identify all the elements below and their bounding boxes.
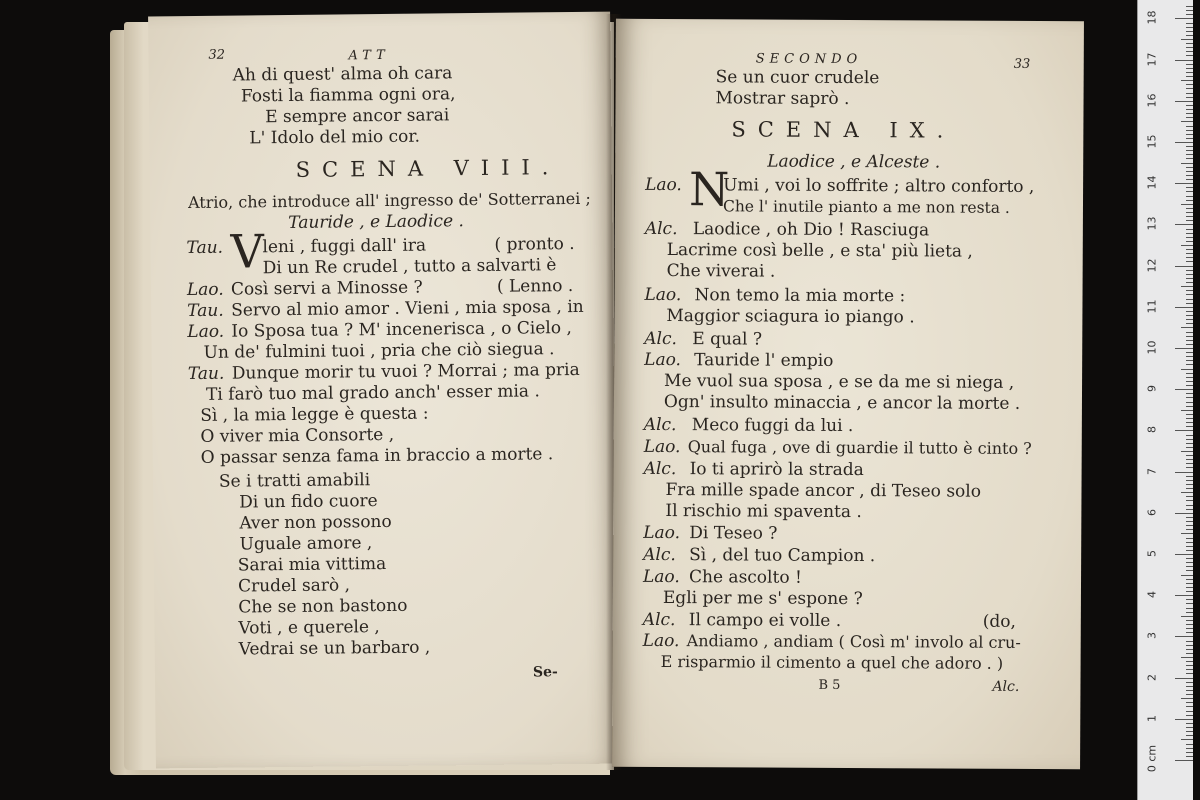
- speaker-label: Tau.: [187, 363, 225, 385]
- aria-line: Vedrai se un barbaro ,: [238, 637, 431, 660]
- ruler-tick: [1186, 525, 1193, 526]
- drop-cap: V: [230, 224, 265, 279]
- ruler-tick: [1181, 657, 1193, 658]
- ruler-tick: [1186, 653, 1193, 654]
- ruler-tick: [1186, 68, 1193, 69]
- ruler-tick: [1175, 430, 1193, 431]
- ruler-tick: [1175, 472, 1193, 473]
- ruler-tick: [1186, 422, 1193, 423]
- ruler-number: 1: [1145, 714, 1159, 722]
- speaker-label: Lao.: [642, 630, 680, 652]
- ruler-tick: [1186, 641, 1193, 642]
- right-page: [612, 19, 1084, 769]
- ruler-tick: [1186, 126, 1193, 127]
- dialogue-line: Sì , la mia legge è questa :: [200, 403, 429, 426]
- ruler-tick: [1186, 542, 1193, 543]
- speaker-label: Lao.: [644, 284, 682, 306]
- ruler-tick: [1186, 352, 1193, 353]
- dialogue-line: Che ascolto !: [688, 567, 802, 588]
- ruler-tick: [1186, 51, 1193, 52]
- dialogue-line: Ti farò tuo mal grado anch' esser mia .: [205, 381, 540, 405]
- dialogue-line: O viver mia Consorte ,: [200, 424, 395, 447]
- ruler-tick: [1186, 84, 1193, 85]
- dialogue-fragment: ( Lenno .: [496, 276, 574, 297]
- ruler-tick: [1186, 744, 1193, 745]
- ruler-tick: [1186, 496, 1193, 497]
- ruler-tick: [1186, 546, 1193, 547]
- dialogue-line: E risparmio il cimento a quel che adoro . ): [660, 652, 1004, 673]
- ruler-tick: [1186, 27, 1193, 28]
- ruler-tick: [1186, 171, 1193, 172]
- ruler-tick: [1186, 439, 1193, 440]
- speaker-label: Tau.: [186, 237, 224, 259]
- ruler-tick: [1186, 237, 1193, 238]
- dialogue-line: Non temo la mia morte :: [694, 285, 906, 307]
- speaker-label: Alc.: [644, 218, 678, 240]
- aria-line: Di un fido cuore: [239, 491, 378, 513]
- ruler-number: 4: [1145, 591, 1159, 599]
- ruler-tick: [1186, 562, 1193, 563]
- ruler-tick: [1186, 632, 1193, 633]
- ruler-tick: [1186, 645, 1193, 646]
- ruler-tick: [1186, 105, 1193, 106]
- speaker-label: Lao.: [643, 522, 681, 544]
- ruler-tick: [1181, 245, 1193, 246]
- dialogue-line: leni , fuggi dall' ira: [262, 235, 427, 258]
- dialogue-line: Il rischio mi spaventa .: [665, 501, 862, 523]
- ruler-tick: [1181, 369, 1193, 370]
- ruler-tick: [1175, 307, 1193, 308]
- ruler-tick: [1175, 183, 1193, 184]
- speaker-label: Alc.: [643, 414, 677, 436]
- dialogue-line: Maggior sciagura io piango .: [666, 306, 915, 328]
- ruler-tick: [1186, 319, 1193, 320]
- ruler-tick: [1175, 636, 1193, 637]
- speaker-label: Alc.: [643, 544, 676, 566]
- running-header: ATT: [348, 47, 390, 64]
- ruler-tick: [1186, 43, 1193, 44]
- ruler-tick: [1186, 509, 1193, 510]
- ruler-tick: [1186, 377, 1193, 378]
- ruler-tick: [1175, 142, 1193, 143]
- ruler-tick: [1186, 55, 1193, 56]
- ruler-tick: [1186, 216, 1193, 217]
- ruler-tick: [1186, 208, 1193, 209]
- ruler-tick: [1186, 270, 1193, 271]
- measurement-ruler: [1137, 0, 1193, 800]
- dialogue-line: Sì , del tuo Campion .: [689, 545, 876, 567]
- ruler-tick: [1186, 706, 1193, 707]
- ruler-number: 10: [1145, 340, 1159, 355]
- ruler-tick: [1186, 620, 1193, 621]
- ruler-tick: [1186, 154, 1193, 155]
- stage-direction: Atrio, che introduce all' ingresso de' Sotterranei ;: [187, 188, 591, 213]
- ruler-tick: [1186, 200, 1193, 201]
- ruler-number: 18: [1145, 10, 1159, 25]
- ruler-tick: [1186, 253, 1193, 254]
- aria-line: Voti , e querele ,: [238, 617, 380, 639]
- dialogue-line: Lacrime così belle , e sta' più lieta ,: [666, 240, 973, 262]
- left-page: [148, 12, 618, 769]
- ruler-tick: [1186, 570, 1193, 571]
- ruler-tick: [1186, 435, 1193, 436]
- dialogue-line: Tauride l' empio: [694, 350, 834, 371]
- speaker-label: Alc.: [642, 609, 676, 631]
- ruler-tick: [1186, 529, 1193, 530]
- page-number: 32: [208, 47, 226, 63]
- speaker-label: Lao.: [187, 321, 225, 343]
- ruler-tick: [1181, 698, 1193, 699]
- ruler-number: 12: [1145, 258, 1159, 273]
- ruler-tick: [1186, 661, 1193, 662]
- speaker-label: Tau.: [187, 300, 224, 322]
- ruler-number: 2: [1145, 673, 1159, 681]
- ruler-tick: [1181, 39, 1193, 40]
- ruler-tick: [1175, 760, 1193, 761]
- verse-line: Fosti la fiamma ogni ora,: [240, 84, 456, 107]
- ruler-tick: [1186, 673, 1193, 674]
- speaker-label: Lao.: [643, 436, 681, 458]
- dialogue-line: Me vuol sua sposa , e se da me si niega ,: [664, 371, 1015, 393]
- dialogue-line: E qual ?: [692, 329, 763, 350]
- ruler-tick: [1186, 702, 1193, 703]
- ruler-tick: [1175, 513, 1193, 514]
- ruler-tick: [1186, 603, 1193, 604]
- ruler-tick: [1186, 566, 1193, 567]
- signature-mark: B 5: [818, 677, 841, 693]
- speaker-label: Lao.: [642, 566, 680, 588]
- dialogue-line: Di Teseo ?: [689, 523, 778, 544]
- ruler-tick: [1186, 282, 1193, 283]
- ruler-tick: [1186, 35, 1193, 36]
- ruler-tick: [1186, 261, 1193, 262]
- ruler-tick: [1175, 266, 1193, 267]
- ruler-tick: [1186, 550, 1193, 551]
- ruler-tick: [1181, 410, 1193, 411]
- dialogue-line: Che viverai .: [666, 261, 776, 282]
- ruler-tick: [1186, 150, 1193, 151]
- ruler-tick: [1186, 138, 1193, 139]
- ruler-tick: [1186, 146, 1193, 147]
- ruler-tick: [1186, 686, 1193, 687]
- ruler-tick: [1186, 538, 1193, 539]
- ruler-number: 8: [1145, 426, 1159, 434]
- ruler-tick: [1186, 459, 1193, 460]
- dialogue-line: Egli per me s' espone ?: [662, 588, 863, 610]
- ruler-tick: [1181, 533, 1193, 534]
- ruler-tick: [1186, 241, 1193, 242]
- ruler-tick: [1186, 93, 1193, 94]
- ruler-tick: [1186, 587, 1193, 588]
- ruler-tick: [1186, 134, 1193, 135]
- dialogue-line: Meco fuggi da lui .: [691, 415, 854, 437]
- ruler-tick: [1186, 467, 1193, 468]
- ruler-tick: [1186, 727, 1193, 728]
- ruler-tick: [1186, 591, 1193, 592]
- ruler-tick: [1186, 167, 1193, 168]
- ruler-tick: [1175, 101, 1193, 102]
- ruler-number: 7: [1145, 467, 1159, 475]
- ruler-tick: [1186, 558, 1193, 559]
- ruler-tick: [1181, 739, 1193, 740]
- speaker-label: Alc.: [643, 458, 677, 480]
- catchword: Alc.: [992, 678, 1020, 695]
- ruler-tick: [1186, 476, 1193, 477]
- ruler-tick: [1186, 463, 1193, 464]
- ruler-tick: [1186, 158, 1193, 159]
- ruler-tick: [1186, 608, 1193, 609]
- verse-line: Ah di quest' alma oh cara: [232, 63, 453, 86]
- ruler-tick: [1186, 665, 1193, 666]
- ruler-tick: [1186, 455, 1193, 456]
- dialogue-line: Così servi a Minosse ?: [230, 277, 423, 300]
- ruler-tick: [1186, 257, 1193, 258]
- dialogue-line: Io ti aprirò la strada: [689, 459, 864, 481]
- dialogue-line: Di un Re crudel , tutto a salvarti è: [262, 255, 557, 279]
- ruler-tick: [1181, 327, 1193, 328]
- speaker-label: Lao.: [186, 279, 224, 301]
- ruler-tick: [1186, 278, 1193, 279]
- ruler-tick: [1186, 6, 1193, 7]
- ruler-tick: [1181, 204, 1193, 205]
- ruler-tick: [1175, 678, 1193, 679]
- ruler-tick: [1186, 690, 1193, 691]
- ruler-number: 16: [1145, 93, 1159, 108]
- ruler-tick: [1186, 484, 1193, 485]
- ruler-tick: [1186, 10, 1193, 11]
- ruler-tick: [1175, 389, 1193, 390]
- ruler-tick: [1186, 179, 1193, 180]
- ruler-tick: [1186, 694, 1193, 695]
- ruler-tick: [1181, 121, 1193, 122]
- ruler-tick: [1186, 117, 1193, 118]
- ruler-tick: [1186, 31, 1193, 32]
- ruler-unit-label: 0 cm: [1145, 744, 1159, 773]
- ruler-tick: [1186, 274, 1193, 275]
- dialogue-line: Servo al mio amor . Vieni , mia sposa , in: [231, 296, 584, 321]
- dialogue-line: Umi , voi lo soffrite ; altro conforto ,: [723, 175, 1035, 197]
- verse-line: E sempre ancor sarai: [265, 105, 450, 128]
- ruler-tick: [1175, 595, 1193, 596]
- ruler-tick: [1175, 348, 1193, 349]
- ruler-tick: [1181, 163, 1193, 164]
- stage-direction: Laodice , e Alceste .: [767, 151, 941, 173]
- ruler-tick: [1186, 381, 1193, 382]
- ruler-tick: [1186, 290, 1193, 291]
- dialogue-line: Ogn' insulto minaccia , e ancor la morte .: [663, 392, 1021, 414]
- ruler-tick: [1186, 299, 1193, 300]
- ruler-tick: [1186, 187, 1193, 188]
- ruler-tick: [1186, 196, 1193, 197]
- ruler-tick: [1186, 294, 1193, 295]
- ruler-tick: [1186, 612, 1193, 613]
- ruler-tick: [1186, 735, 1193, 736]
- dialogue-line: Fra mille spade ancor , di Teseo solo: [665, 480, 982, 502]
- ruler-tick: [1186, 76, 1193, 77]
- dialogue-fragment: ( pronto .: [494, 233, 575, 255]
- ruler-tick: [1186, 418, 1193, 419]
- ruler-tick: [1186, 443, 1193, 444]
- ruler-tick: [1186, 212, 1193, 213]
- aria-line: Uguale amore ,: [239, 533, 373, 555]
- dialogue-line: Che l' inutile pianto a me non resta .: [722, 197, 1010, 217]
- ruler-tick: [1186, 340, 1193, 341]
- dialogue-line: Laodice , oh Dio ! Rasciuga: [692, 219, 930, 241]
- ruler-tick: [1186, 323, 1193, 324]
- ruler-tick: [1181, 492, 1193, 493]
- ruler-number: 14: [1145, 175, 1159, 190]
- scene-heading: SCENA VIII.: [295, 155, 561, 182]
- ruler-tick: [1186, 191, 1193, 192]
- ruler-tick: [1186, 517, 1193, 518]
- ruler-tick: [1175, 60, 1193, 61]
- ruler-tick: [1181, 616, 1193, 617]
- stage-direction: Tauride , e Laodice .: [288, 211, 464, 233]
- ruler-tick: [1186, 583, 1193, 584]
- ruler-number: 13: [1145, 216, 1159, 231]
- dialogue-line: Un de' fulmini tuoi , pria che ciò siegua .: [203, 339, 555, 363]
- ruler-tick: [1186, 130, 1193, 131]
- ruler-tick: [1175, 18, 1193, 19]
- speaker-label: Alc.: [644, 328, 677, 350]
- ruler-tick: [1186, 109, 1193, 110]
- ruler-tick: [1186, 303, 1193, 304]
- verse-line: Mostrar saprò .: [715, 88, 850, 110]
- ruler-tick: [1186, 113, 1193, 114]
- ruler-tick: [1186, 393, 1193, 394]
- ruler-tick: [1186, 649, 1193, 650]
- ruler-tick: [1186, 406, 1193, 407]
- ruler-tick: [1186, 397, 1193, 398]
- ruler-tick: [1186, 748, 1193, 749]
- ruler-tick: [1186, 229, 1193, 230]
- ruler-tick: [1181, 80, 1193, 81]
- aria-line: Se i tratti amabili: [218, 470, 371, 492]
- ruler-tick: [1186, 336, 1193, 337]
- running-header: SECONDO: [755, 51, 863, 68]
- ruler-tick: [1186, 521, 1193, 522]
- ruler-tick: [1175, 224, 1193, 225]
- aria-line: Crudel sarò ,: [237, 575, 351, 597]
- ruler-tick: [1186, 97, 1193, 98]
- ruler-tick: [1186, 72, 1193, 73]
- verse-line: Se un cuor crudele: [715, 67, 880, 89]
- ruler-tick: [1186, 752, 1193, 753]
- ruler-tick: [1186, 344, 1193, 345]
- ruler-tick: [1186, 731, 1193, 732]
- scene-heading: SCENA IX.: [731, 117, 956, 143]
- ruler-number: 5: [1145, 550, 1159, 557]
- dialogue-line: Dunque morir tu vuoi ? Morrai ; ma pria: [231, 359, 580, 384]
- ruler-tick: [1186, 414, 1193, 415]
- ruler-tick: [1186, 669, 1193, 670]
- ruler-tick: [1186, 14, 1193, 15]
- ruler-tick: [1186, 356, 1193, 357]
- ruler-tick: [1181, 575, 1193, 576]
- ruler-tick: [1186, 628, 1193, 629]
- ruler-tick: [1186, 332, 1193, 333]
- ruler-number: 17: [1145, 52, 1159, 67]
- ruler-number: 6: [1145, 508, 1159, 516]
- ruler-tick: [1186, 402, 1193, 403]
- ruler-number: 9: [1145, 385, 1159, 393]
- ruler-tick: [1186, 480, 1193, 481]
- speaker-label: Lao.: [644, 349, 681, 371]
- ruler-tick: [1186, 426, 1193, 427]
- ruler-tick: [1186, 64, 1193, 65]
- catchword: Se-: [532, 664, 558, 681]
- dialogue-line: Il campo ei volle .: [688, 610, 842, 631]
- ruler-number: 15: [1145, 134, 1159, 149]
- ruler-tick: [1186, 723, 1193, 724]
- dialogue-line: O passar senza fama in braccio a morte .: [200, 444, 554, 468]
- page-number: 33: [1013, 56, 1031, 72]
- ruler-tick: [1181, 286, 1193, 287]
- ruler-tick: [1175, 554, 1193, 555]
- dialogue-line: Qual fuga , ove di guardie il tutto è cinto ?: [687, 437, 1032, 458]
- ruler-tick: [1186, 624, 1193, 625]
- speaker-label: Lao.: [645, 174, 682, 196]
- ruler-tick: [1186, 311, 1193, 312]
- ruler-tick: [1186, 500, 1193, 501]
- ruler-number: 11: [1145, 299, 1159, 314]
- ruler-tick: [1186, 579, 1193, 580]
- ruler-tick: [1186, 175, 1193, 176]
- ruler-tick: [1186, 711, 1193, 712]
- dialogue-line: Andiamo , andiam ( Così m' involo al cru-: [686, 631, 1021, 652]
- ruler-tick: [1186, 505, 1193, 506]
- ruler-tick: [1186, 364, 1193, 365]
- aria-line: Aver non possono: [239, 511, 392, 534]
- ruler-tick: [1186, 715, 1193, 716]
- ruler-tick: [1186, 385, 1193, 386]
- ruler-tick: [1186, 599, 1193, 600]
- ruler-tick: [1186, 488, 1193, 489]
- aria-line: Che se non bastono: [238, 595, 408, 618]
- ruler-tick: [1181, 451, 1193, 452]
- dialogue-line: Io Sposa tua ? M' incenerisca , o Cielo ,: [231, 318, 572, 342]
- ruler-tick: [1186, 447, 1193, 448]
- ruler-tick: [1186, 315, 1193, 316]
- drop-cap: N: [688, 162, 730, 217]
- ruler-tick: [1186, 360, 1193, 361]
- ruler-tick: [1175, 719, 1193, 720]
- verse-line: L' Idolo del mio cor.: [249, 126, 421, 149]
- ruler-tick: [1186, 220, 1193, 221]
- aria-line: Sarai mia vittima: [237, 553, 387, 576]
- ruler-tick: [1186, 249, 1193, 250]
- ruler-tick: [1186, 373, 1193, 374]
- ruler-tick: [1186, 233, 1193, 234]
- ruler-tick: [1186, 47, 1193, 48]
- ruler-tick: [1186, 88, 1193, 89]
- ruler-tick: [1186, 682, 1193, 683]
- ruler-number: 3: [1145, 632, 1159, 640]
- dialogue-fragment: (do,: [982, 611, 1017, 632]
- ruler-tick: [1186, 23, 1193, 24]
- ruler-tick: [1186, 756, 1193, 757]
